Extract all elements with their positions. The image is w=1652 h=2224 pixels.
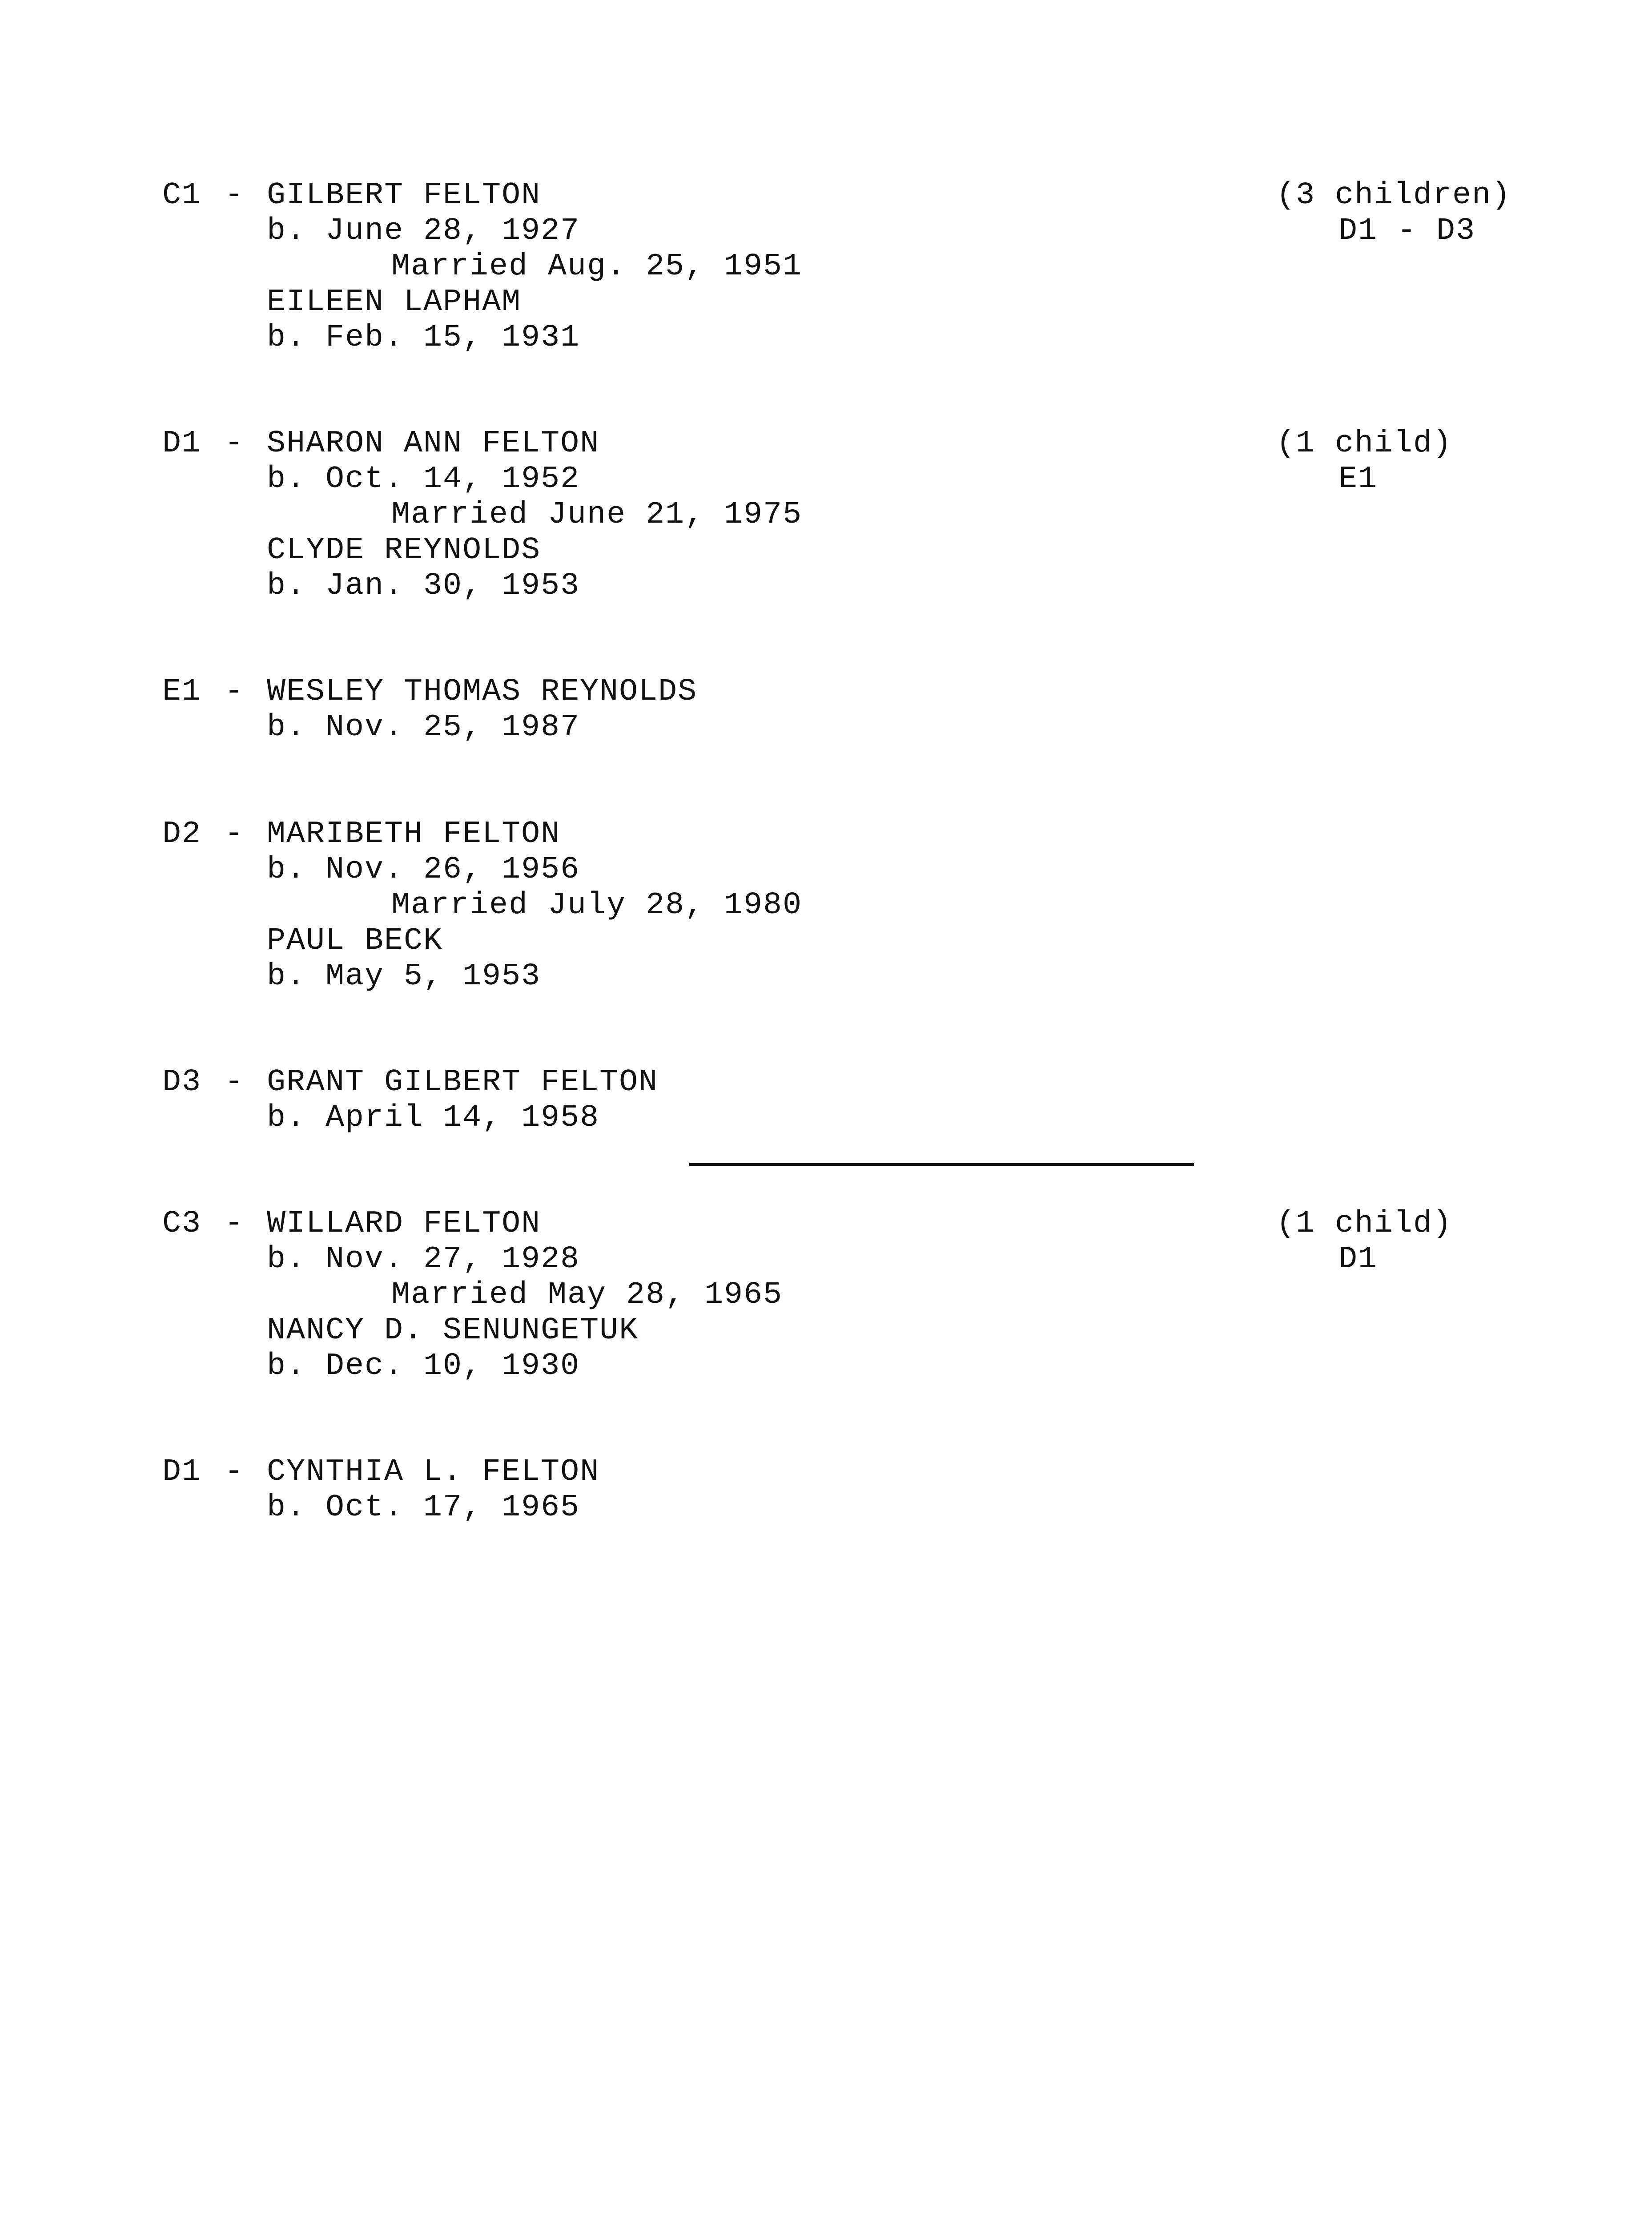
spouse-birth-date: b. Dec. 10, 1930	[267, 1349, 580, 1384]
marriage-date: Married June 21, 1975	[391, 497, 803, 532]
person-name: CYNTHIA L. FELTON	[267, 1454, 600, 1490]
birth-date: b. Oct. 14, 1952	[267, 462, 580, 497]
spouse-birth-date: b. Feb. 15, 1931	[267, 320, 580, 355]
spouse-birth-date: b. May 5, 1953	[267, 959, 541, 994]
birth-date: b. Oct. 17, 1965	[267, 1490, 580, 1525]
children-count: (3 children)	[1276, 178, 1511, 213]
person-name: GRANT GILBERT FELTON	[267, 1065, 659, 1100]
entry-code: D1	[162, 426, 202, 461]
children-refs: D1	[1338, 1242, 1378, 1277]
entry-dash: -	[225, 1065, 245, 1100]
children-refs: E1	[1338, 462, 1378, 497]
birth-date: b. Nov. 27, 1928	[267, 1242, 580, 1277]
children-count: (1 child)	[1276, 1206, 1453, 1241]
birth-date: b. Nov. 26, 1956	[267, 852, 580, 887]
entry-code: D2	[162, 817, 202, 852]
entry-dash: -	[225, 674, 245, 709]
person-name: WESLEY THOMAS REYNOLDS	[267, 674, 698, 709]
marriage-date: Married Aug. 25, 1951	[391, 249, 803, 284]
entry-dash: -	[225, 178, 245, 213]
entry-code: C3	[162, 1206, 202, 1241]
marriage-date: Married July 28, 1980	[391, 888, 803, 923]
birth-date: b. Nov. 25, 1987	[267, 710, 580, 745]
entry-dash: -	[225, 817, 245, 852]
entry-dash: -	[225, 1206, 245, 1241]
person-name: WILLARD FELTON	[267, 1206, 541, 1241]
entry-dash: -	[225, 1454, 245, 1490]
children-count: (1 child)	[1276, 426, 1453, 461]
marriage-date: Married May 28, 1965	[391, 1277, 783, 1313]
birth-date: b. April 14, 1958	[267, 1100, 600, 1136]
person-name: GILBERT FELTON	[267, 178, 541, 213]
entry-code: C1	[162, 178, 202, 213]
spouse-name: CLYDE REYNOLDS	[267, 533, 541, 568]
person-name: SHARON ANN FELTON	[267, 426, 600, 461]
spouse-name: EILEEN LAPHAM	[267, 285, 522, 320]
entry-dash: -	[225, 426, 245, 461]
section-divider	[689, 1163, 1194, 1166]
person-name: MARIBETH FELTON	[267, 817, 561, 852]
birth-date: b. June 28, 1927	[267, 214, 580, 249]
spouse-name: PAUL BECK	[267, 923, 443, 959]
spouse-birth-date: b. Jan. 30, 1953	[267, 568, 580, 604]
entry-code: D3	[162, 1065, 202, 1100]
entry-code: D1	[162, 1454, 202, 1490]
children-refs: D1 - D3	[1338, 214, 1476, 249]
spouse-name: NANCY D. SENUNGETUK	[267, 1313, 639, 1348]
entry-code: E1	[162, 674, 202, 709]
